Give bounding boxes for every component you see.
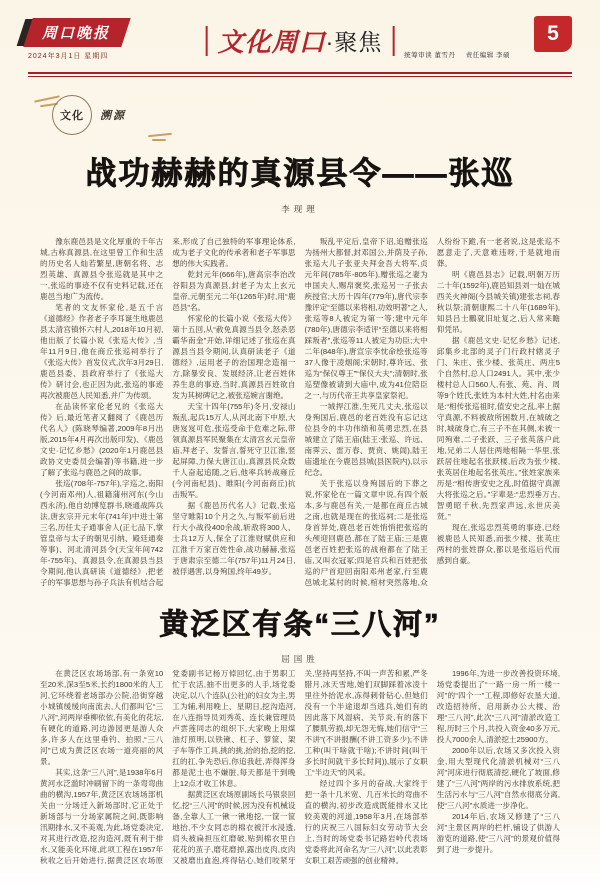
badge-circle-text: 文化 <box>60 110 84 122</box>
section-title-red: 文化周口 <box>217 27 326 57</box>
paragraph: 笔者的文友怀家伦,是五千言《道德经》作者老子李耳诞生地鹿邑县太清宫镇怀六村人,2018年10月初,他出版了长篇小说《张巡大传》,当年11月9日,他在商丘张巡祠举行了《张巡大传》首发仪式,次年3月29日,鹿邑县委、县政府举行了《张巡大传》研讨会,也正因为此,张巡的事迹再次被鹿邑人民知悉,并广为传颂。 <box>40 303 164 400</box>
paragraph: 在品读怀家伦老兄的《张巡大传》后,最近笔者又翻阅了《鹿邑历代名人》(陈晓琴编著,2009年8月出版,2015年4月再次出版印发)、《鹿邑文史·记忆乡愁》(2020年1月鹿邑县政协文史委员会编著)等书籍,进一步了解了张巡与鹿邑之间的故事。 <box>40 402 164 477</box>
article-sanbahe-header <box>40 602 560 665</box>
section-title-black: ·聚焦 <box>325 29 383 55</box>
paragraph: 豫东鹿邑县是文化厚重的千年古城,古称真源县,在这里曾工作和生活的历史名人灿若繁星,唐朝名将、志烈英雄、真源县令张巡就是其中之一,张巡的事迹不仅有史料记载,还在鹿邑当地广为流传。 <box>40 237 164 301</box>
cloud-stroke-icon <box>148 133 172 137</box>
paragraph: 据黄泛区农场原副场长马银泉回忆,挖“三八河”的时候,因为没有机械设备,全靠人工一锹一锹地挖,一筐一筐地抬,不少女同志的棉衣被汗水浸透,肩头被扁担压红磨破,贴到棉衣里白花花的茧子,磨花磨掉,露出皮肉,皮肉又被磨出血泡,疼得钻心,她们咬紧牙关,坚持再坚持,不叫一声苦和累,严冬腊月,冰天雪地,她们双脚踩着冰凌十里往外抬泥水,冻得刺骨钻心,但她们没有一个半途退却当逃兵,她们有的因此落下风湿病、关节炎,有的落下了腰肌劳损,却无怨无悔,她们信守“三不讲”(不讲报酬(不讲工资多少);不讲工种(叫干啥就干啥);不讲时间(叫干多长时间就干多长时间)),展示了女职工“半边天”的风采。 <box>172 669 428 865</box>
header-rule <box>28 72 572 77</box>
paragraph: 1996年,为进一步改善投资环境,场党委提出了“一路一房一所一楼一河”的“四个一”工程,即修好农垦大道,改造招待所、启用新办公大楼、治理“三八河”,此次“三八河”清淤改造工程,历时三个月,共投入资金40多万元,投人7000余人,清淤挖土25900方。 <box>436 669 560 744</box>
credit-reviewer: 统筹审读 董雪丹 <box>404 52 456 59</box>
article-author: 李现理 <box>281 204 319 214</box>
paragraph: 2014年后,农场又修建了“三八河”主景区两岸的栏杆,铺设了供游人游览的道路,使“三八河”的景观价值得到了进一步提升。 <box>436 812 560 854</box>
badge-circle <box>52 95 92 135</box>
section-title <box>196 22 405 59</box>
paragraph: 明《鹿邑县志》记载,明朝万历二十年(1592年),鹿邑知县刘一灿在城西关火神阁(今县城关镇)建张志祠,春秋以祭;清朝康熙二十八年(1689年),知县吕士鵬就旧址复之,后人常来瞻仰凭吊。 <box>436 270 560 334</box>
article-title: 战功赫赫的真源县令——张巡 <box>85 156 515 191</box>
newspaper-logo <box>23 18 130 47</box>
divider-bar-icon <box>206 26 208 56</box>
paragraph: 叛乱平定后,皇帝下诏,追赠张巡为扬州大都督,封邓国公,并荫及子孙,张巡大儿子张亚夫拜金吾大将军,贞元年间(785年-805年),赠张巡之妻为申国夫人,赐帛褒奖,张巡另一子张去疾授官;大历十四年(779年),唐代宗李豫评定“至德以来将相,功效明著”之人,张巡等8人被定为第一等;建中元年(780年),唐德宗李适评“至德以来将相踩叛者”,张巡等11人被定为功臣;大中二年(848年),唐宣宗李忱命绘张巡等37人像于凌烟阁;宋朝时,尊许远、张巡为“保仪尊王”“保仪大夫”;清朝时,张巡塑像被请到大庙中,成为41位陪臣之一,与历代帝王共享皇家祭祀。 <box>304 237 428 400</box>
masthead <box>28 18 188 61</box>
paragraph: 天宝十四年(755年)冬月,安禄山叛乱,起兵15万人,从河北南下中原,大唐岌岌可危,张巡受命于危难之际,带领真源县军民聚集在太清宫玄元皇帝庙,拜老子、发誓言,誓死守卫江淮,竖起屏障,力保大唐江山,真源县民众数千人奋起追随,之后,他率兵转战雍丘(今河南杞县)、睢阳(今河南商丘)抗击叛军。 <box>172 402 296 499</box>
page-header <box>28 16 572 68</box>
date-line: 2024年3月1日 星期四 <box>28 53 109 60</box>
editor-credits <box>396 50 510 59</box>
paragraph: 经过四个多月的奋战,大家终于把一条十几米宽、几百米长的弯曲不直的横沟,初步改造成既能排水又比较美观的河道,1958年3月,在场部举行的庆祝三八国际妇女劳动节大会上,当时的场党委书记路岩岭代表场党委将此河命名为“三八河”,以此表彰女职工艰苦顽强的创业精神。 <box>304 779 428 865</box>
newspaper-logo-text: 周口晚报 <box>42 25 111 42</box>
header-rule-thick <box>28 72 572 74</box>
page-number-badge: 5 <box>534 16 572 52</box>
paragraph: 据《鹿邑历代名人》记载,张巡坚守睢阳10个月之久,与叛军前后进行大小战役400余战,斩敌将300人、士兵12万人,保全了江淮财赋供应和江淮千万家百姓性命,战功赫赫,张巡于唐肃宗至德二年(757年)11月24日,被俘遇害,以身殉国,终年49岁。 <box>172 501 296 576</box>
paragraph: 乾封元年(666年),唐高宗李治改谷阳县为真源县,封老子为太上玄元皇帝,元朝至元二年(1265年)时,用“鹿邑县”名。 <box>172 270 296 312</box>
paragraph: 张巡(708年-757年),字巡之,南阳(今河南邓州)人,祖籍蒲州河东(今山西永济),他自幼博览群书,晓通战阵兵法,唐玄宗开元末年(741年)中进士第三名,历任太子通事舍人(正七品下,掌管皇帝与太子的朝见引纳、殿廷通奏等事)、河北清河县令(天宝年间742年-755年)、真源县令,在真源县当县令期间,他认真研读《道德经》,把老子的军事思想与孙子兵法有机结合起来,形成了自己独特的军事理论体系,成为老子文化的传承者和老子军事思想的伟大实践者。 <box>40 237 296 587</box>
article-title: 黄泛区有条“三八河” <box>159 609 441 641</box>
paragraph: 现在,张巡忠烈英勇的事迹,已经被鹿邑人民知悉,而张少楼、张英庄两村的张姓群众,都以是张巡后代而感到自豪。 <box>436 523 560 565</box>
paragraph: 一城捍江淮,生死几丈夫,张巡以身殉国后,鹿邑的老百姓没有忘记这位县令的丰功伟绩和英勇忠烈,在县城建立了陆王庙(陆王:张巡、许远、南霁云、雷万春、贾贲、姚訚),陆王庙遗址在今鹿邑县城(县医院内),以示纪念。 <box>304 402 428 477</box>
article-zhangxun-header <box>40 148 560 215</box>
article-zhangxun-body <box>40 236 560 594</box>
article-author: 屈国胜 <box>281 654 319 664</box>
paragraph: 在黄泛区农场场部,有一条宽10至20米,深3至5米,长约1800米的人工河,它环绕着老场部办公院,沿街穿越小城镇缓缓向南流去,人们都叫它“三八河”,河两岸垂柳依依,有美化的花坛,有硬化的道路,河边游园更是游人众多,许多人在这里垂钓、拍照,“三八河”已成为黄泛区农场一道亮丽的风景。 <box>40 669 164 766</box>
paragraph: 怀家伦的长篇小说《张巡大传》第十五回,从“赦免真源当县令,怒杀恶霸华南金”开始,详细记述了张巡在真源县当县令期间,认真研读老子《道德经》,运用老子的治国理念造福一方,除暴安良、发展经济,让老百姓休养生息的事迹,当时,真源县百姓欲自发为其树碑记之,被张巡婉言谢绝。 <box>172 314 296 400</box>
paragraph: 其实,这条“三八河”,是1938年6月黄河水泛滥时冲刷留下的一条弯弯曲曲的横沟,1957年,黄泛区农场场部机关由一分场迁入新场部时,它正处于新场部与一分场家属院之间,既影响汛期排水,又不美观,为此,场党委决定,对其进行改造,挖沟造河,既有利于排水,又能美化环境,此项工程在1957年秋收之后开始进行,据黄泛区农场原党委副书记杨万倬回忆,由于男职工忙于农活,抽不出更多的人手,场党委决定,以八个连队(公社)的妇女为主,男工为辅,利用晚上、星期日,挖沟造河,在八连指导员刘秀英、连长兼管理员卢雲莲同志的组织下,大家晚上用煤油灯照明,以铁锹、杠子、箩筐、架子车等作工具,挑的挑,抬的抬,挖的挖,扛的扛,争先恐后,你追我赶,弄得浑身都是泥土也不嫌脏,每天都是干到晚上12点才收工休息。 <box>40 669 296 865</box>
article-sanbahe-body <box>40 668 560 866</box>
cloud-stroke-icon <box>152 139 166 141</box>
header-rule-thin <box>28 76 572 77</box>
badge-side-text: 溯源 <box>100 110 126 122</box>
culture-origin-badge <box>52 92 126 138</box>
paragraph: 关于张巡以身殉国后的下葬之说,怀家伦在一篇文章中说,有四个版本,多与鹿邑有关,一是都在商丘古城之南,也就是现在的张巡祠;二是张巡身首异处,鹿邑老百姓悄悄把张巡的头颅迎回鹿邑,都在了陆王庙;三是鹿邑老百姓把张巡的战袍都在了陆王庙,又叫衣冠冢;四是官兵和百姓把张巡的尸首迎回南阳邓州老家,行至鹿邑城北某村的时候,棺材突然落地,众人纷纷下跪,有一老者说,这是张巡不愿意走了,天意难违呀,于是就地而葬。 <box>304 237 560 587</box>
credit-editor: 责任编辑 李硕 <box>465 52 510 59</box>
paragraph: 据《鹿邑文史·记忆乡愁》记述,邱集乡北部的灵子门行政村辖灵子门、朱庄、张少楼、张英庄、两庄5个自然村,总人口2491人。其中,张少楼村总人口560人,有张、苑、肖、周等9个姓氏,张姓为本村大姓,村名由来是:“相传张巡祖时,值安史之乱,率上据守真源,不料被敌所困数月,在城破之时,城破身亡,有三子不在其侧,未被一同殉难,二子张跃、三子张英落户此地,兄弟二人居住两地相隔一华里,张跃居住地起名张跃楼,后改为张少楼,张英居住地起名张英庄。”张姓家族来历是:“相传唐安史之乱,时值据守真源大将张巡之后。”字辈是:“忠烈垂万古,智勇昭千秋,先烈家声远,永世庆美贤。” <box>436 336 560 521</box>
paragraph: 2000年以后,农场又多次投入资金,用大型现代化清淤机械对“三八河”河床进行彻底清挖,硬化了坡面,修建了“三八河”两岸的污水排放系统,把生活污水与“三八河”自然水彻底分离,使“三八河”水质进一步净化。 <box>436 746 560 810</box>
divider-bar-icon <box>392 26 394 56</box>
